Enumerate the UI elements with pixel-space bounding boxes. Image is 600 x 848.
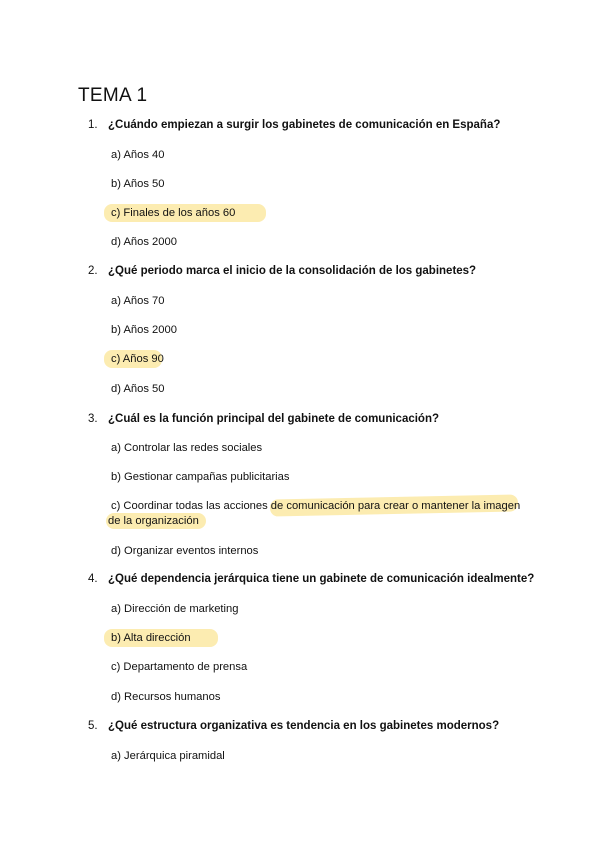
- option-1a: a) Años 40: [111, 149, 165, 161]
- question-number: 2.: [88, 265, 98, 277]
- option-1d: d) Años 2000: [111, 236, 177, 248]
- option-2b: b) Años 2000: [111, 324, 177, 336]
- question-text: ¿Qué dependencia jerárquica tiene un gabinete de comunicación idealmente?: [108, 573, 535, 585]
- option-2a: a) Años 70: [111, 295, 165, 307]
- page-title: TEMA 1: [78, 85, 148, 106]
- question-5: [88, 720, 499, 732]
- option-3b: b) Gestionar campañas publicitarias: [111, 471, 290, 483]
- option-1c: c) Finales de los años 60: [111, 207, 236, 219]
- question-number: 1.: [88, 119, 98, 131]
- option-2c: c) Años 90: [111, 353, 164, 365]
- question-text: ¿Qué periodo marca el inicio de la consolidación de los gabinetes?: [108, 265, 477, 277]
- option-4d: d) Recursos humanos: [111, 691, 221, 703]
- question-text: ¿Cuándo empiezan a surgir los gabinetes de comunicación en España?: [108, 119, 501, 131]
- question-4: [88, 573, 534, 585]
- option-1b: b) Años 50: [111, 178, 165, 190]
- option-4a: a) Dirección de marketing: [111, 603, 239, 615]
- question-number: 5.: [88, 720, 98, 732]
- option-3a: a) Controlar las redes sociales: [111, 442, 263, 454]
- question-3: [88, 413, 439, 425]
- option-5a: a) Jerárquica piramidal: [111, 750, 225, 762]
- option-4b: b) Alta dirección: [111, 632, 191, 644]
- option-3c: c) Coordinar todas las acciones de comunicación para crear o mantener la imagen: [111, 500, 521, 512]
- question-text: ¿Qué estructura organizativa es tendencia en los gabinetes modernos?: [108, 720, 500, 732]
- option-3c-continuation: de la organización: [108, 515, 199, 527]
- question-2: [88, 265, 476, 277]
- question-text: ¿Cuál es la función principal del gabinete de comunicación?: [108, 413, 440, 425]
- question-1: [88, 119, 500, 131]
- question-number: 3.: [88, 413, 98, 425]
- question-number: 4.: [88, 573, 98, 585]
- option-4c: c) Departamento de prensa: [111, 661, 248, 673]
- option-2d: d) Años 50: [111, 383, 165, 395]
- option-3d: d) Organizar eventos internos: [111, 545, 259, 557]
